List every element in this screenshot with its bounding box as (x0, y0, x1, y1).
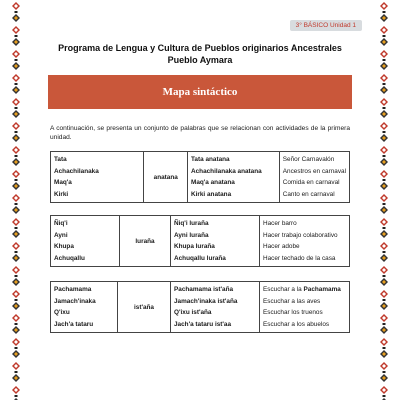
banner-title: Mapa sintáctico (162, 86, 238, 98)
program-title: Programa de Lengua y Cultura de Pueblos originarios Ancestrales (58, 43, 342, 53)
meaning-highlight: Pachamama (303, 286, 341, 293)
compound-word: Jach'a tataru ist'aa (174, 320, 232, 328)
word: Tata (54, 156, 67, 163)
meaning: Canto en carnaval (282, 190, 335, 198)
syntax-table-1 (50, 151, 350, 203)
word: Maq'a (54, 179, 72, 186)
decorative-border-left (10, 0, 22, 400)
compound-word: Achuqallu luraña (174, 254, 226, 262)
word: Ñiq'i (54, 220, 68, 227)
meaning: Comida en carnaval (282, 179, 340, 186)
word: Q'ixu (54, 309, 70, 316)
word: Jach'a tataru (54, 320, 94, 328)
compound-word: Khupa luraña (174, 243, 215, 250)
grade-unit-tag: 3° BÁSICO Unidad 1 (290, 20, 362, 31)
compound-word: Tata anatana (191, 156, 230, 163)
syntax-table-3 (50, 281, 350, 333)
meaning: Hacer adobe (263, 243, 300, 250)
word: Pachamama (54, 286, 92, 293)
word: Achachilanaka (54, 167, 99, 175)
word: Jamach'inaka (54, 297, 96, 305)
compound-word: Pachamama ist'aña (174, 286, 234, 293)
meaning: Hacer trabajo colaborativo (263, 231, 338, 239)
syntax-table-2 (50, 215, 350, 267)
meaning: Escuchar a los abuelos (263, 320, 330, 328)
compound-word: Ñiq'i luraña (174, 220, 209, 227)
suffix-cell: luraña (120, 216, 171, 267)
word: Khupa (54, 243, 74, 250)
meaning: Escuchar los truenos (263, 309, 323, 316)
suffix-cell: ist'aña (118, 282, 171, 333)
section-banner (48, 75, 352, 109)
compound-word: Achachilanaka anatana (191, 167, 262, 175)
decorative-border-right (378, 0, 390, 400)
meaning: Ancestros en carnaval (282, 167, 346, 175)
intro-paragraph: A continuación, se presenta un conjunto de palabras que se relacionan con actividades de la primera unidad. (50, 125, 350, 141)
compound-word: Maq'a anatana (191, 179, 235, 186)
compound-word: Ayni luraña (174, 231, 209, 239)
meaning: Hacer techado de la casa (263, 254, 336, 262)
compound-word: Kirki anatana (191, 190, 232, 198)
word: Ayni (54, 231, 68, 239)
meaning: Hacer barro (263, 220, 297, 227)
people-title: Pueblo Aymara (167, 55, 233, 65)
suffix-cell: anatana (144, 152, 188, 203)
compound-word: Q'ixu ist'aña (174, 309, 212, 316)
meaning (263, 284, 346, 296)
word: Kirki (54, 190, 69, 198)
meaning: Señor Carnavalón (282, 156, 335, 163)
compound-word: Jamach'inaka ist'aña (174, 297, 238, 305)
word: Achuqallu (54, 254, 85, 262)
page-header (40, 42, 360, 66)
meaning: Escuchar a las aves (263, 297, 321, 305)
meaning-prefix: Escuchar a la (263, 286, 304, 293)
